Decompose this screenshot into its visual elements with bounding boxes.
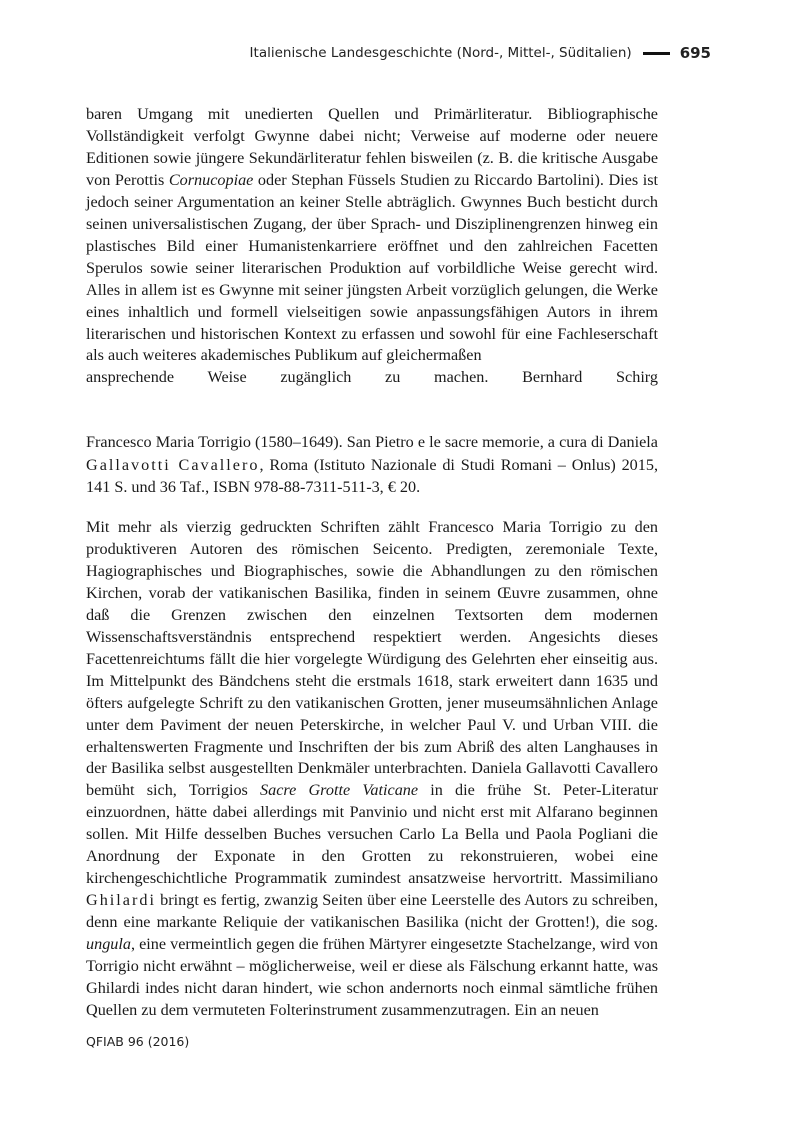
journal-footer: QFIAB 96 (2016) xyxy=(86,1034,190,1049)
review-1-last-line: ansprechende Weise zugänglich zu machen. xyxy=(86,368,489,387)
review-1-closing-line xyxy=(86,367,658,389)
review-2-italic-title: Sacre Grotte Vaticane xyxy=(260,781,419,800)
review-2-text-d: , eine vermeintlich gegen die frühen Märtyrer eingesetzte Stachelzange, wird von Torrigio nicht erwähnt – möglicherweise, weil er diese als Fälschung erkannt hatte, was Ghilardi indes nicht daran hindert, wie schon andernorts noch einmal sämtliche frühen Quellen zu dem vermuteten Folterinstrument zusammenzutragen. Ein an neuen xyxy=(86,935,658,1019)
review-1-paragraph xyxy=(86,104,658,389)
review-2-spaced-name: Ghilardi xyxy=(86,891,156,910)
review-1-text-b: oder Stephan Füssels Studien zu Riccardo Bartolini). Dies ist jedoch seiner Argumentation an keiner Stelle abträglich. Gwynnes Buch besticht durch seinen universalistischen Zugang, der über Sprach- und Disziplinengrenzen hinweg ein plastisches Bild einer Humanistenkarriere eröffnet und den zahlreichen Facetten Sperulos sowie seiner literarischen Produktion auf vorbildliche Weise gerecht wird. Alles in allem ist es Gwynne mit seiner jüngsten Arbeit vorzüglich gelungen, die Werke eines inhaltlich und formell vielseitigen sowie anpassungsfähigen Autors in ihrem literarischen und historischen Kontext zu erfassen und sowohl für eine Fachleserschaft als auch weiteres akademisches Publikum auf gleichermaßen xyxy=(86,170,658,365)
review-2-bibliographic-entry xyxy=(86,431,658,499)
review-2-text-b: in die frühe St. Peter-Literatur einzuordnen, hätte dabei allerdings mit Panvinio und nicht erst mit Alfarano beginnen sollen. Mit Hilfe desselben Buches versuchen Carlo La Bella und Paola Pogliani die Anordnung der Exponate in den Grotten zu rekonstruieren, wobei eine kirchengeschichtliche Programmatik zumindest ansatzweise hervortritt. Massimiliano xyxy=(86,781,659,888)
review-2-text-c: bringt es fertig, zwanzig Seiten über eine Leerstelle des Autors zu schreiben, denn eine markante Reliquie der vatikanischen Basilika (nicht der Grotten!), die sog. xyxy=(86,891,658,932)
running-title: Italienische Landesgeschichte (Nord-, Mittel-, Süditalien) xyxy=(249,45,632,61)
header-rule xyxy=(643,52,670,55)
review-2-italic-term: ungula xyxy=(86,935,131,954)
entry-text-b: , Roma (Istituto Nazionale di Studi Romani – Onlus) 2015, 141 S. und 36 Taf., ISBN 978-88-7311-511-3, € 20. xyxy=(86,455,658,496)
entry-text-a: Francesco Maria Torrigio (1580–1649). San Pietro e le sacre memorie, a cura di Daniela xyxy=(86,433,658,451)
running-header xyxy=(86,44,711,62)
reviewer-signature: Bernhard Schirg xyxy=(522,368,659,387)
page-number: 695 xyxy=(679,44,711,62)
entry-editor: Gallavotti Cavallero xyxy=(86,455,260,474)
review-1-text-a: baren Umgang mit unedierten Quellen und Primärliteratur. Bibliographische Vollständigkeit verfolgt Gwynne dabei nicht; Verweise auf moderne oder neuere Editionen sowie jüngere Sekundärliteratur fehlen bisweilen (z. B. die kritische Ausgabe von Perottis xyxy=(86,105,658,189)
review-2-text-a: Mit mehr als vierzig gedruckten Schriften zählt Francesco Maria Torrigio zu den produktiveren Autoren des römischen Seicento. Predigten, zeremoniale Texte, Hagiographisches und Biographisches, sowie die Abhandlungen zu den römischen Kirchen, vorab der vatikanischen Basilika, finden in seinem Œuvre zusammen, ohne daß die Grenzen zwischen den einzelnen Textsorten dem modernen Wissenschaftsverständnis entsprechend respektiert werden. Angesichts dieses Facettenreichtums fällt die hier vorgelegte Würdigung des Gelehrten eher einseitig aus. Im Mittelpunkt des Bändchens steht die erstmals 1618, stark erweitert dann 1635 und öfters aufgelegte Schrift zu den vatikanischen Grotten, jener museumsähnlichen Anlage unter dem Paviment der neuen Peterskirche, in welcher Paul V. und Urban VIII. die erhaltenswerten Fragmente und Inschriften der bis zum Abriß des alten Langhauses in der Basilika selbst ausgestellten Denkmäler unterbrachten. Daniela Gallavotti Cavallero bemüht sich, Torrigios xyxy=(86,518,658,800)
review-1-italic-title: Cornucopiae xyxy=(168,170,254,189)
review-2-paragraph xyxy=(86,517,658,1022)
